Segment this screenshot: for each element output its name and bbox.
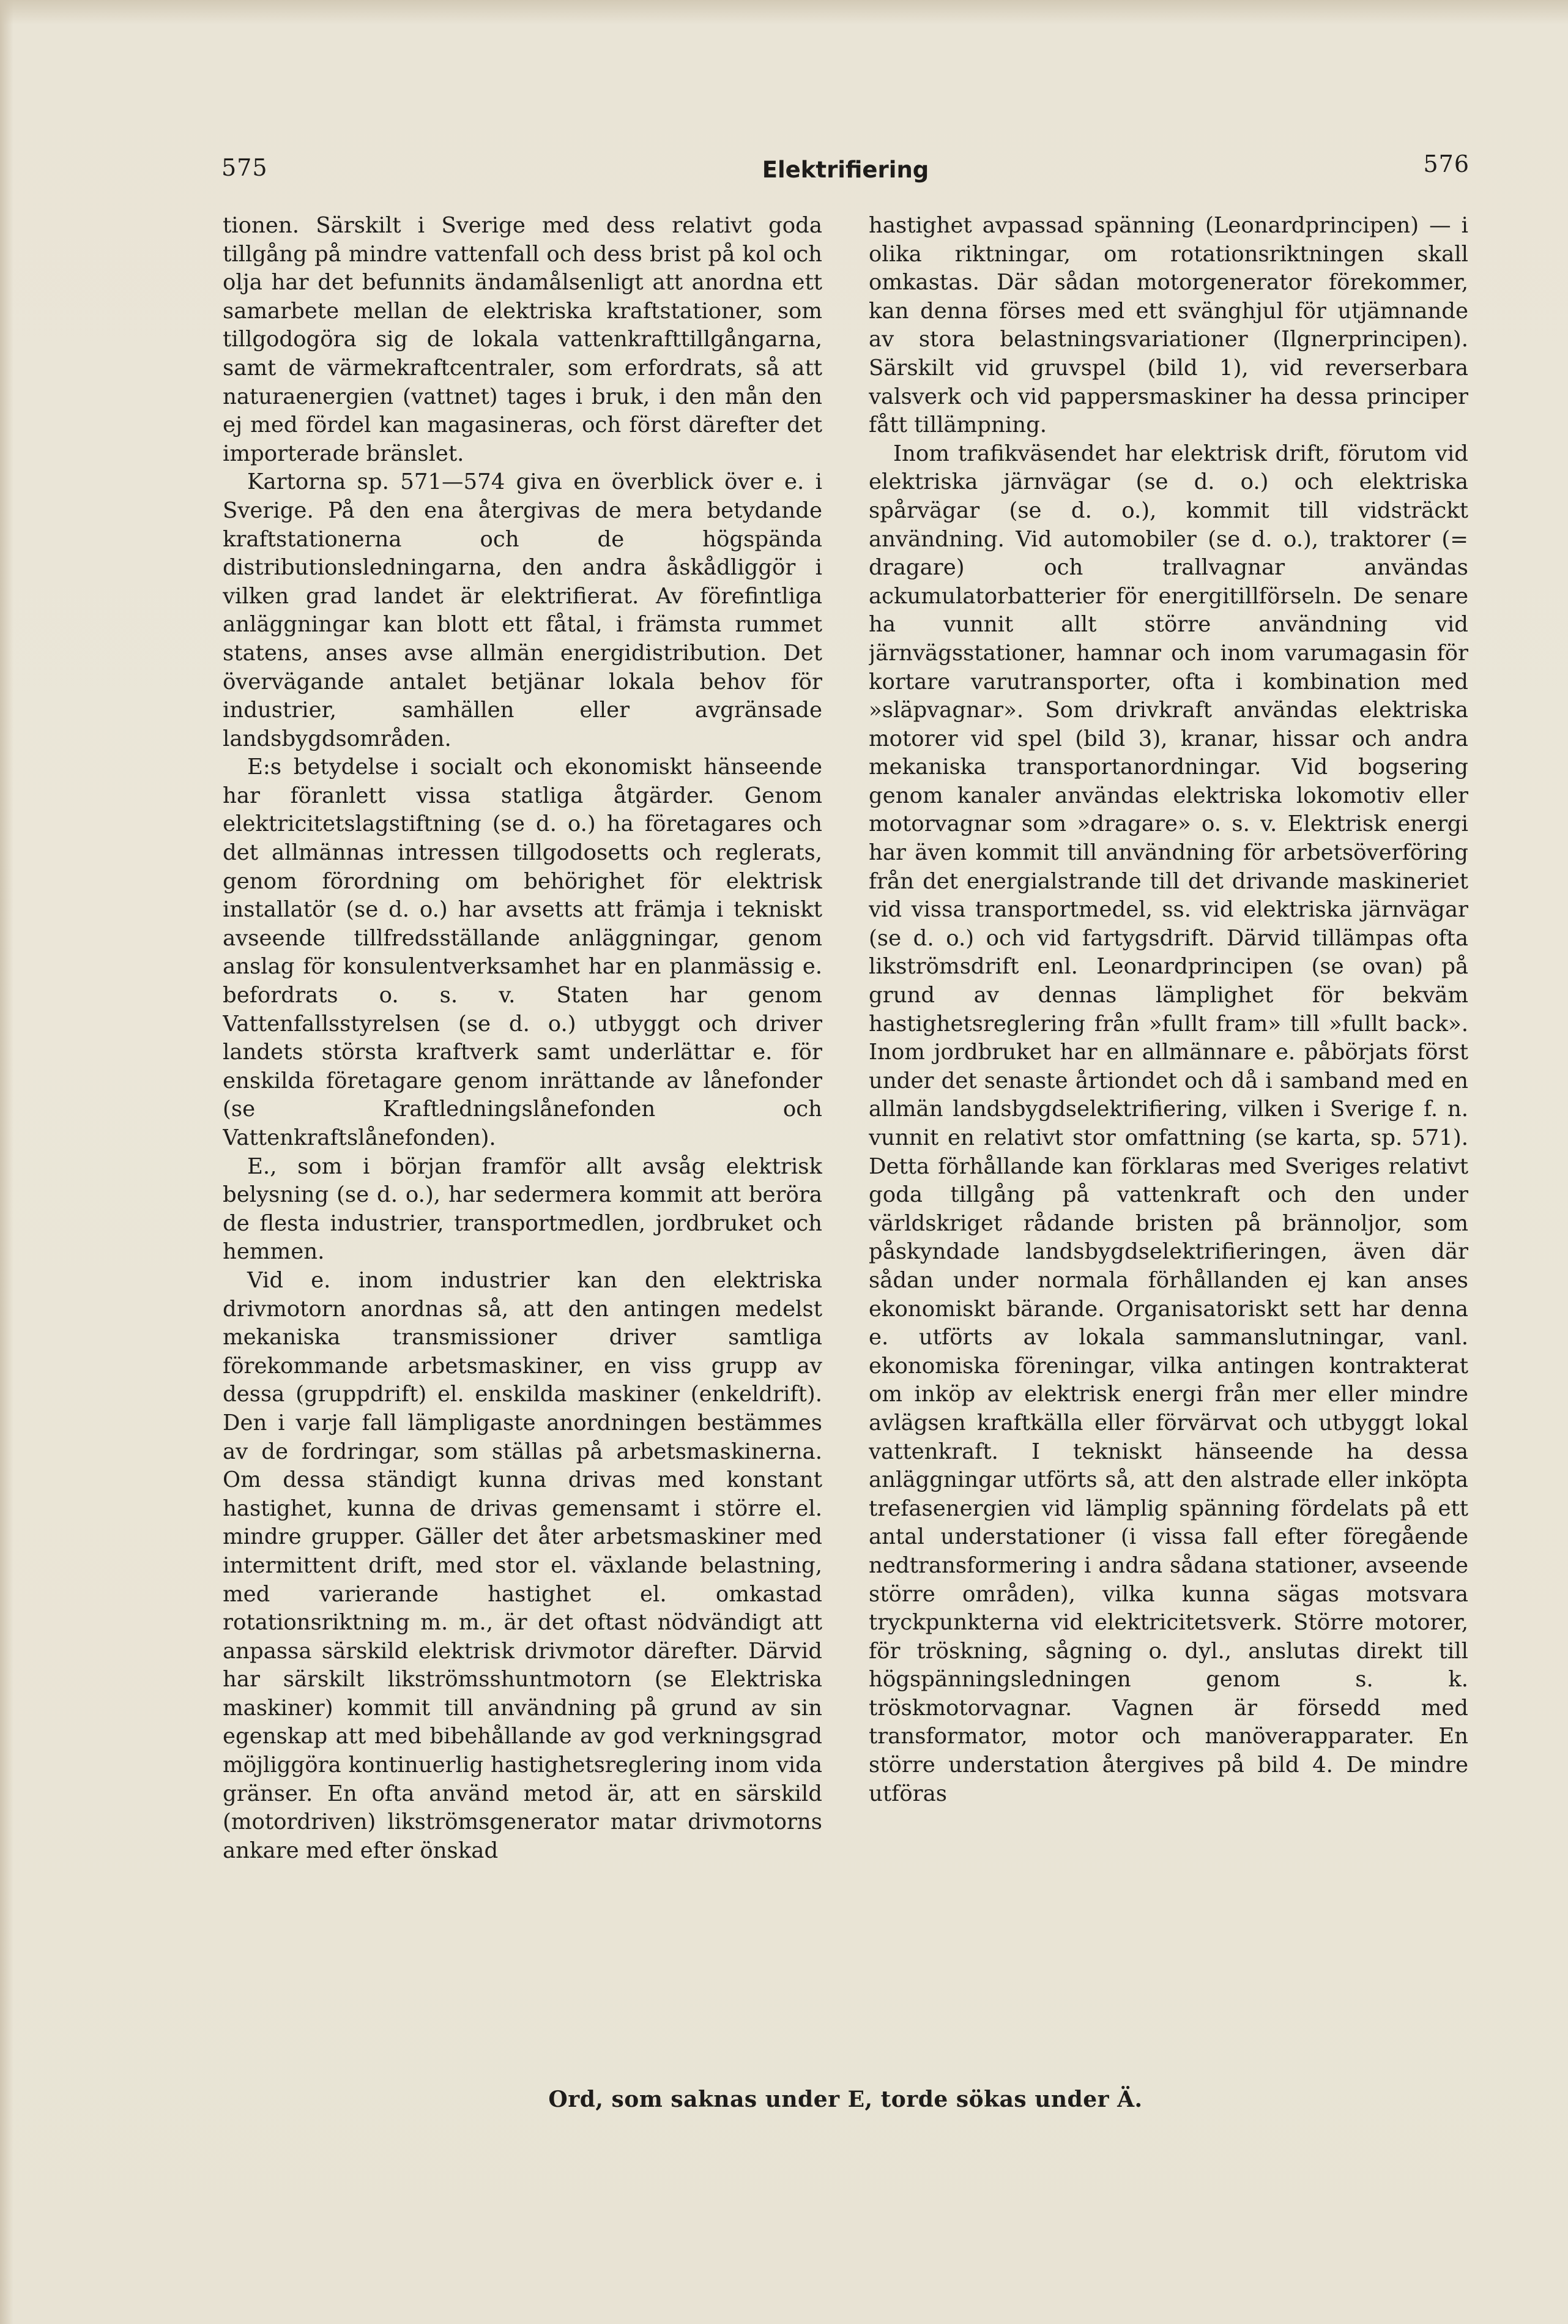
page-title: Elektrifiering bbox=[762, 157, 929, 183]
paragraph: Kartorna sp. 571—574 giva en överblick över e. i Sverige. På den ena återgivas de mera betydande kraftstationerna och de högspända distributionsledningarna, den andra åskådliggör i vilken grad landet är elektrifierat. Av förefintliga anläggningar kan blott ett fåtal, i främsta rummet statens, anses avse allmän energidistribution. Det övervägande antalet betjänar lokala behov för industrier, samhällen eller avgränsade landsbygdsområden. bbox=[223, 469, 822, 751]
text-column-left bbox=[223, 212, 822, 2072]
paragraph: tionen. Särskilt i Sverige med dess relativt goda tillgång på mindre vattenfall och dess brist på kol och olja har det befunnits ändamålsenligt att anordna ett samarbete mellan de elektriska kraftstationer, som tillgodogöra sig de lokala vattenkrafttillgångarna, samt de värmekraftcentraler, som erfordrats, så att naturaenergien (vattnet) tages i bruk, i den mån den ej med fördel kan magasineras, och först därefter det importerade bränslet. bbox=[223, 213, 822, 466]
running-header bbox=[221, 151, 1470, 191]
paragraph: E:s betydelse i socialt och ekonomiskt hänseende har föranlett vissa statliga åtgärder. Genom elektricitetslagstiftning (se d. o.) ha företagares och det allmännas intressen tillgodosetts och reglerats, genom förordning om behörighet för elektrisk installatör (se d. o.) har avsetts att främja i tekniskt avseende tillfredsställande anläggningar, genom anslag för konsulentverksamhet har en planmässig e. befordrats o. s. v. Staten har genom Vattenfallsstyrelsen (se d. o.) utbyggt och driver landets största kraftverk samt underlättar e. för enskilda företagare genom inrättande av lånefonder (se Kraftledningslånefonden och Vattenkraftslånefonden). bbox=[223, 754, 822, 1150]
paragraph: E., som i början framför allt avsåg elektrisk belysning (se d. o.), har sedermera kommit att beröra de flesta industrier, transportmedlen, jordbruket och hemmen. bbox=[223, 1153, 822, 1265]
footer-note: Ord, som saknas under E, torde sökas under Ä. bbox=[548, 2087, 1143, 2112]
page-number-left: 575 bbox=[221, 154, 268, 181]
paragraph: Inom trafikväsendet har elektrisk drift, förutom vid elektriska järnvägar (se d. o.) och elektriska spårvägar (se d. o.), kommit till vidsträckt användning. Vid automobiler (se d. o.), traktorer (= dragare) och trallvagnar användas ackumulatorbatterier för energitillförseln. De senare ha vunnit allt större användning vid järnvägsstationer, hamnar och inom varumagasin för kortare varutransporter, ofta i kombination med »släpvagnar». Som drivkraft användas elektriska motorer vid spel (bild 3), kranar, hissar och andra mekaniska transportanordningar. Vid bogsering genom kanaler användas elektriska lokomotiv eller motorvagnar som »dragare» o. s. v. Elektrisk energi har även kommit till användning för arbetsöverföring från det energialstrande till det drivande maskineriet vid vissa transportmedel, ss. vid elektriska järnvägar (se d. o.) och vid fartygsdrift. Därvid tillämpas ofta likströmsdrift enl. Leonardprincipen (se ovan) på grund av dennas lämplighet för bekväm hastighetsreglering från »fullt fram» till »fullt back». Inom jordbruket har en allmännare e. påbörjats först under det senaste årtiondet och då i samband med en allmän landsbygdselektrifiering, vilken i Sverige f. n. vunnit en relativt stor omfattning (se karta, sp. 571). Detta förhållande kan förklaras med Sveriges relativt goda tillgång på vattenkraft och den under världskriget rådande bristen på brännoljor, som påskyndade landsbygdselektrifieringen, även där sådan under normala förhållanden ej kan anses ekonomiskt bärande. Organisatoriskt sett har denna e. utförts av lokala sammanslutningar, vanl. ekonomiska föreningar, vilka antingen kontrakterat om inköp av elektrisk energi från mer eller mindre avlägsen kraftkälla eller förvärvat och utbyggt lokal vattenkraft. I tekniskt hänseende ha dessa anläggningar utförts så, att den alstrade eller inköpta trefasenergien vid lämplig spänning fördelats på ett antal understationer (i vissa fall efter föregående nedtransformering i andra sådana stationer, avseende större områden), vilka kunna sägas motsvara tryckpunkterna vid elektricitetsverk. Större motorer, för tröskning, sågning o. dyl., anslutas direkt till högspänningsledningen genom s. k. tröskmotorvagnar. Vagnen är försedd med transformator, motor och manöverapparater. En större understation återgives på bild 4. De mindre utföras bbox=[869, 441, 1468, 1806]
text-column-right bbox=[869, 212, 1468, 2072]
paragraph: hastighet avpassad spänning (Leonardprincipen) — i olika riktningar, om rotationsriktningen skall omkastas. Där sådan motorgenerator förekommer, kan denna förses med ett svänghjul för utjämnande av stora belastningsvariationer (Ilgnerprincipen). Särskilt vid gruvspel (bild 1), vid reverserbara valsverk och vid pappersmaskiner ha dessa principer fått tillämpning. bbox=[869, 213, 1468, 438]
page-number-right: 576 bbox=[1423, 151, 1470, 177]
paragraph: Vid e. inom industrier kan den elektriska drivmotorn anordnas så, att den antingen medelst mekaniska transmissioner driver samtliga förekommande arbetsmaskiner, en viss grupp av dessa (gruppdrift) el. enskilda maskiner (enkeldrift). Den i varje fall lämpligaste anordningen bestämmes av de fordringar, som ställas på arbetsmaskinerna. Om dessa ständigt kunna drivas med konstant hastighet, kunna de drivas gemensamt i större el. mindre grupper. Gäller det åter arbetsmaskiner med intermittent drift, med stor el. växlande belastning, med varierande hastighet el. omkastad rotationsriktning m. m., är det oftast nödvändigt att anpassa särskild elektrisk drivmotor därefter. Därvid har särskilt likströmsshuntmotorn (se Elektriska maskiner) kommit till användning på grund av sin egenskap att med bibehållande av god verkningsgrad möjliggöra kontinuerlig hastighetsreglering inom vida gränser. En ofta använd metod är, att en särskild (motordriven) likströmsgenerator matar drivmotorns ankare med efter önskad bbox=[223, 1267, 822, 1863]
